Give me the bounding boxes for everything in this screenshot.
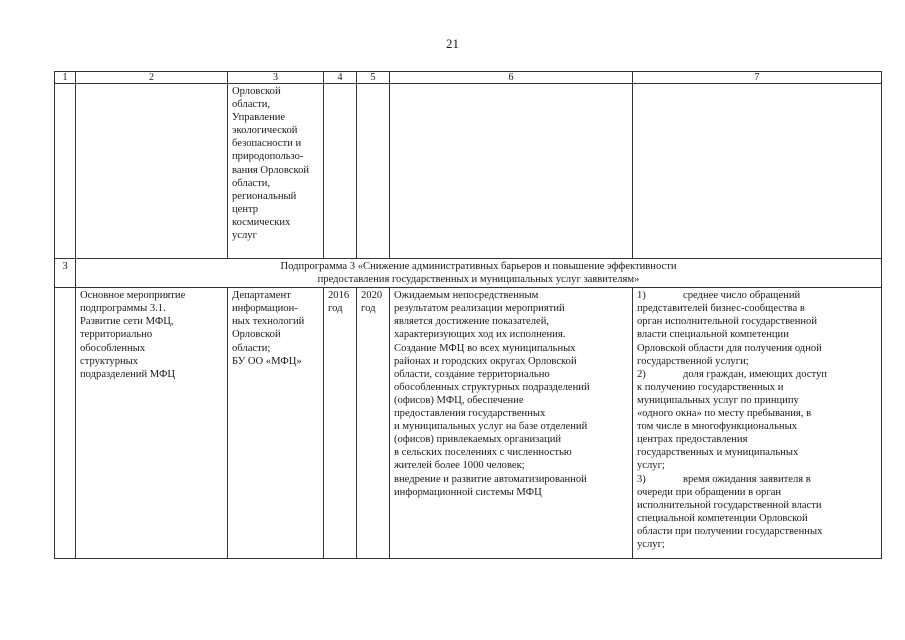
- indicator-text: к получению государственных и муниципальных услуг по принципу «одного окна» по месту пребывания, в том числе в многофункциональных центрах предоставления государственных и муниципальных услуг;: [637, 381, 812, 472]
- indicator-item: [637, 368, 877, 473]
- cell-number: [55, 84, 76, 259]
- cell-start-year: [324, 84, 357, 259]
- page-number: 21: [446, 36, 459, 51]
- cell-end-year: 2020 год: [357, 288, 390, 559]
- column-number: 2: [76, 72, 228, 84]
- column-number: 3: [228, 72, 324, 84]
- subprogram-title-line-2: предоставления государственных и муниципальных услуг заявителям»: [317, 274, 640, 286]
- cell-start-year: 2016 год: [324, 288, 357, 559]
- subprogram-title-line-1: Подпрограмма 3 «Снижение административных барьеров и повышение эффективности: [280, 261, 677, 272]
- indicator-number: 1): [637, 290, 646, 302]
- program-table: [54, 71, 882, 559]
- continuation-row: [55, 84, 882, 259]
- cell-measure: Основное мероприятие подпрограммы 3.1. Развитие сети МФЦ, территориально обособленных структурных подразделений МФЦ: [76, 288, 228, 559]
- cell-result: [390, 84, 633, 259]
- cell-indicators: [633, 84, 882, 259]
- indicator-text: представителей бизнес-сообщества в орган исполнительной государственной власти специальной компетенции Орловской области для получения одной государственной услуги;: [637, 303, 822, 367]
- subprogram-title: [76, 259, 882, 288]
- column-number: 1: [55, 72, 76, 84]
- indicator-item: [637, 473, 877, 552]
- indicator-number: 2): [637, 368, 646, 380]
- column-number: 4: [324, 72, 357, 84]
- indicator-text-first: доля граждан, имеющих доступ: [683, 368, 827, 380]
- cell-end-year: [357, 84, 390, 259]
- indicator-number: 3): [637, 473, 646, 485]
- subprogram-number: 3: [55, 259, 76, 288]
- cell-indicators: [633, 288, 882, 559]
- cell-executor: Департамент информацион- ных технологий Орловской области; БУ ОО «МФЦ»: [228, 288, 324, 559]
- column-number: 5: [357, 72, 390, 84]
- subprogram-row: [55, 259, 882, 288]
- measure-row: [55, 288, 882, 559]
- indicator-text: очереди при обращении в орган исполнительной государственной власти специальной компетенции Орловской области при получении государственных услуг;: [637, 486, 823, 550]
- cell-number: [55, 288, 76, 559]
- indicator-item: [637, 289, 877, 368]
- indicator-text-first: среднее число обращений: [683, 290, 801, 302]
- indicator-text-first: время ожидания заявителя в: [683, 473, 811, 485]
- column-number: 6: [390, 72, 633, 84]
- column-number: 7: [633, 72, 882, 84]
- cell-executor: Орловской области, Управление экологической безопасности и природопользо- вания Орловской области, региональный центр космических услуг: [228, 84, 324, 259]
- cell-measure: [76, 84, 228, 259]
- cell-result: Ожидаемым непосредственным результатом реализации мероприятий является достижение показателей, характеризующих ход их исполнения. Создание МФЦ во всех муниципальных районах и городских округах Орловской области, создание территориально обособленных структурных подразделений (офисов) МФЦ, обеспечение предоставления государственных и муниципальных услуг на базе отделений (офисов) привлекаемых организаций в сельских поселениях с численностью жителей более 1000 человек; внедрение и развитие автоматизированной информационной системы МФЦ: [390, 288, 633, 559]
- column-number-row: [55, 72, 882, 84]
